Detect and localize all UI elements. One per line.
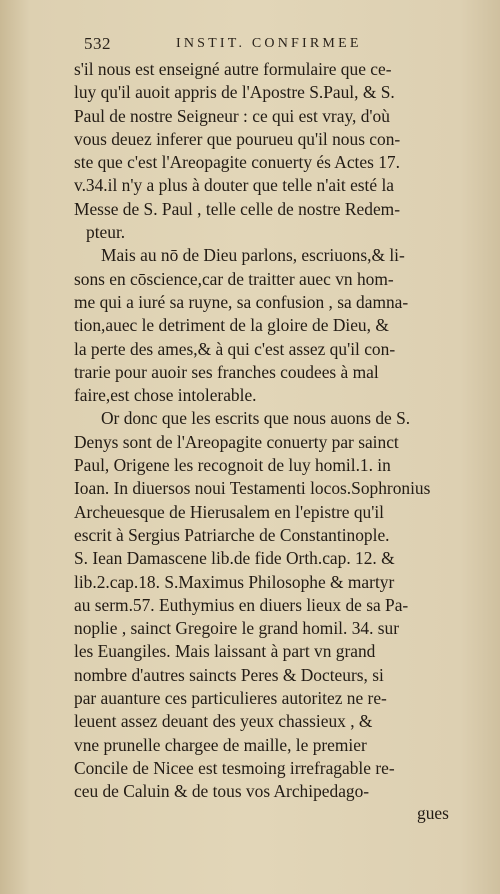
text-line: sons en cōscience,car de traitter auec vn hom- xyxy=(74,268,394,289)
text-line: ste que c'est l'Areopagite conuerty és Actes 17. xyxy=(74,152,400,173)
text-line: ceu de Caluin & de tous vos Archipedago- xyxy=(74,781,370,802)
running-title: INSTIT. CONFIRMEE xyxy=(176,36,362,51)
text-line: tion,auec le detriment de la gloire de Dieu, & xyxy=(74,315,389,336)
text-line: leuent assez deuant des yeux chassieux , & xyxy=(74,711,373,732)
paragraph-start-line: Or donc que les escrits que nous auons de S. xyxy=(101,408,411,429)
text-line: la perte des ames,& à qui c'est assez qu'il con- xyxy=(74,338,396,359)
page-number: 532 xyxy=(84,34,111,53)
text-line: les Euangiles. Mais laissant à part vn grand xyxy=(74,641,376,662)
text-line: Messe de S. Paul , telle celle de nostre Redem- xyxy=(74,198,400,219)
text-line: trarie pour auoir ses franches coudees à mal xyxy=(74,361,379,382)
catchword: gues xyxy=(417,803,449,823)
page-header xyxy=(84,34,470,60)
text-line: vne prunelle chargee de maille, le premier xyxy=(74,734,367,755)
text-line: Archeuesque de Hierusalem en l'epistre qu'il xyxy=(74,501,385,522)
text-line: S. Iean Damascene lib.de fide Orth.cap. 12. & xyxy=(74,548,395,569)
text-line: escrit à Sergius Patriarche de Constantinople. xyxy=(74,524,390,545)
text-line: pteur. xyxy=(86,222,126,243)
text-line: me qui a iuré sa ruyne, sa confusion , sa damna- xyxy=(74,291,409,312)
text-line: v.34.il n'y a plus à douter que telle n'ait esté la xyxy=(74,175,395,196)
text-line: lib.2.cap.18. S.Maximus Philosophe & martyr xyxy=(74,571,395,592)
text-line: Paul de nostre Seigneur : ce qui est vray, d'où xyxy=(74,105,390,126)
text-line: nombre d'autres saincts Peres & Docteurs, si xyxy=(74,664,384,685)
text-line: par auanture ces particulieres autoritez ne re- xyxy=(74,688,387,709)
text-line: Paul, Origene les recognoit de luy homil.1. in xyxy=(74,455,391,476)
text-line: Concile de Nicee est tesmoing irrefragable re- xyxy=(74,757,395,778)
text-line: s'il nous est enseigné autre formulaire que ce- xyxy=(74,59,392,79)
text-line: vous deuez inferer que pourueu qu'il nous con- xyxy=(74,128,401,149)
text-line: luy qu'il auoit appris de l'Apostre S.Paul, & S. xyxy=(74,82,395,103)
text-line: noplie , sainct Gregoire le grand homil. 34. sur xyxy=(74,618,400,639)
text-line: faire,est chose intolerable. xyxy=(74,385,257,406)
text-line: Denys sont de l'Areopagite conuerty par sainct xyxy=(74,431,399,452)
text-line: au serm.57. Euthymius en diuers lieux de sa Pa- xyxy=(74,594,409,615)
body-text xyxy=(74,58,494,804)
text-line: Ioan. In diuersos noui Testamenti locos.Sophronius xyxy=(74,478,431,499)
paragraph-start-line: Mais au nō de Dieu parlons, escriuons,& li- xyxy=(101,245,405,266)
